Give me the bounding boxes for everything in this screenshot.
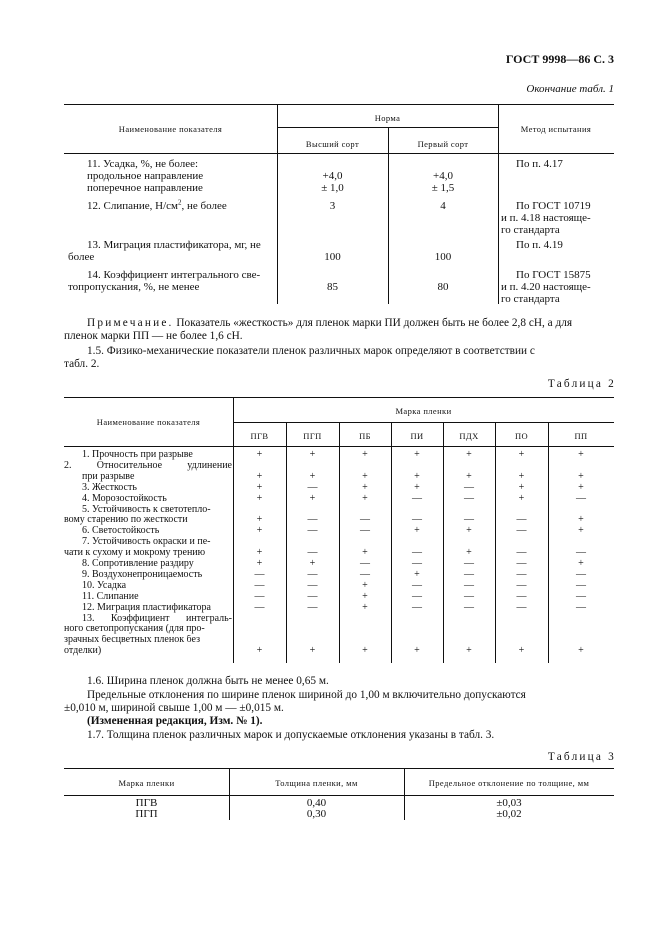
t2-cell: — (360, 568, 370, 580)
t2-cell: + (578, 514, 584, 526)
t2-cell: — (516, 579, 527, 591)
t2-cell: — (412, 579, 422, 591)
t2-row-name: при разрыве (82, 471, 135, 482)
document-id: ГОСТ 9998—86 С. 3 (505, 52, 614, 66)
t1-row13-v1: 100 (324, 251, 341, 263)
t2-row-name: 6. Светостойкость (82, 526, 160, 537)
t2-col-header: ПБ (359, 431, 371, 441)
paragraph-1-5: 1.5. Физико-механические показатели пленок различных марок определяют в соответствии с (87, 345, 535, 357)
t2-cell: — (576, 492, 586, 504)
t1-head-name: Наименование показателя (118, 124, 223, 134)
t2-cell: + (518, 470, 525, 482)
t2-cell: + (362, 547, 368, 559)
amendment-note: (Измененная редакция, Изм. № 1). (87, 715, 263, 727)
t1-head-grade-top: Высший сорт (305, 139, 360, 149)
t2-cell: + (362, 579, 368, 591)
t2-cell: — (254, 590, 265, 602)
t2-row-name: 4. Морозостойкость (82, 493, 167, 504)
t1-row14-method-1: По ГОСТ 15875 (516, 269, 591, 281)
t2-cell: — (464, 492, 474, 504)
t1-row11-v2b: ± 1,5 (431, 182, 455, 194)
t2-row-name: 3. Жесткость (82, 482, 137, 493)
t1-row14-name-2: топропускания, %, не менее (68, 281, 200, 293)
t2-cell: + (362, 481, 368, 493)
t1-row14-name-1: 14. Коэффициент интегрального све- (87, 269, 261, 281)
t2-row-name: 13. Коэффициент интеграль- (82, 613, 232, 624)
t2-cell: — (307, 568, 318, 580)
t2-col-header: ПДХ (459, 431, 479, 441)
t2-cell: — (412, 590, 422, 602)
t2-cell: + (256, 525, 263, 537)
t2-cell: — (576, 547, 586, 559)
t2-cell: + (256, 481, 263, 493)
t2-cell: — (307, 579, 318, 591)
t2-col-header: ПГП (303, 431, 322, 441)
t2-cell: + (309, 558, 316, 569)
table-3-caption: Таблица 3 (547, 751, 616, 763)
t2-cell: — (412, 558, 422, 569)
t2-cell: — (307, 590, 318, 602)
t2-cell: + (309, 492, 316, 504)
t2-cell: + (309, 449, 316, 460)
paragraph-1-7: 1.7. Толщина пленок различных марок и допускаемые отклонения указаны в табл. 3. (87, 729, 495, 741)
t2-cell: — (307, 547, 318, 559)
t2-cell: + (414, 449, 420, 460)
t3-row1-thickness: 0,40 (306, 797, 327, 809)
t2-row-name: 1. Прочность при разрыве (82, 450, 193, 460)
t2-cell: + (466, 525, 472, 537)
t2-row-name: зрачных бесцветных пленок без (64, 635, 201, 646)
t2-cell: — (464, 481, 474, 493)
paragraph-1-5-cont: табл. 2. (64, 358, 100, 370)
t1-row11-v1b: ± 1,0 (321, 182, 344, 194)
t2-cell: — (254, 601, 265, 613)
t2-cell: + (256, 547, 263, 559)
t2-cell: — (412, 601, 422, 613)
t3-row1-mark: ПГВ (135, 797, 158, 809)
t2-cell: + (466, 645, 472, 657)
t2-row-name: ного светопропускания (для про- (64, 624, 205, 635)
t2-cell: + (578, 645, 584, 657)
t2-cell: — (516, 558, 527, 569)
t2-cell: — (464, 514, 474, 526)
t3-head-thickness: Толщина пленки, мм (275, 778, 358, 788)
t2-row-name: 12. Миграция пластификатора (82, 602, 211, 613)
t2-cell: — (464, 590, 474, 602)
t2-cell: + (518, 449, 525, 460)
t2-row-name: отделки) (64, 646, 102, 657)
t1-row14-method-2: и п. 4.20 настояще- (501, 281, 591, 293)
t2-col-header: ПО (514, 431, 529, 441)
t1-row11-name-3: поперечное направление (87, 182, 203, 194)
t2-cell: + (466, 470, 472, 482)
t2-col-header: ПГВ (250, 431, 269, 441)
t1-head-norm: Норма (374, 113, 401, 123)
t2-cell: + (362, 470, 368, 482)
t2-head-mark: Марка пленки (395, 406, 452, 416)
t2-cell: — (412, 492, 422, 504)
t2-row-name: 7. Устойчивость окраски и пе- (82, 537, 211, 548)
t1-row13-name-1: 13. Миграция пластификатора, мг, не (87, 239, 261, 251)
t2-cell: + (309, 645, 316, 657)
t2-cell: + (414, 470, 420, 482)
t1-row14-v2: 80 (437, 281, 449, 293)
t1-head-grade-first: Первый сорт (417, 139, 469, 149)
t2-cell: + (578, 470, 584, 482)
t2-cell: + (518, 645, 525, 657)
t2-cell: — (307, 514, 318, 526)
t2-cell: + (578, 449, 584, 460)
t2-cell: + (362, 492, 368, 504)
t2-row-name: 10. Усадка (82, 580, 127, 591)
t1-row11-method: По п. 4.17 (516, 158, 563, 170)
t1-row13-v2: 100 (434, 251, 452, 263)
t2-cell: — (516, 601, 527, 613)
t2-cell: + (362, 449, 368, 460)
t2-cell: — (516, 525, 527, 537)
t2-cell: — (254, 568, 265, 580)
t2-cell: — (307, 601, 318, 613)
t2-head-name: Наименование показателя (96, 417, 201, 427)
t2-cell: — (412, 514, 422, 526)
t2-col-header: ПИ (410, 431, 424, 441)
t2-cell: + (362, 645, 368, 657)
t2-cell: — (464, 568, 474, 580)
t2-cell: + (518, 481, 525, 493)
t2-cell: + (414, 645, 420, 657)
t2-cell: + (256, 449, 263, 460)
t2-cell: — (360, 525, 370, 537)
t2-row-name: 2. Относительное удлинение (64, 460, 232, 471)
t1-row12-v1: 3 (329, 200, 336, 212)
t2-cell: + (256, 492, 263, 504)
t2-cell: — (464, 579, 474, 591)
t2-cell: — (464, 558, 474, 569)
t2-cell: + (362, 601, 368, 613)
t2-row-name: вому старению по жесткости (64, 515, 188, 526)
t2-cell: + (578, 525, 584, 537)
t2-col-header: ПП (574, 431, 588, 441)
t1-head-method: Метод испытания (520, 124, 592, 134)
t1-row11-name-1: 11. Усадка, %, не более: (87, 158, 199, 170)
t3-row2-thickness: 0,30 (306, 808, 327, 820)
t1-row12-method-1: По ГОСТ 10719 (516, 200, 591, 212)
table1-note: Примечание. Показатель «жесткость» для пленок марки ПИ должен быть не более 2,8 сН, а для (87, 317, 573, 329)
t2-cell: — (576, 568, 586, 580)
t2-row-name: 11. Слипание (82, 591, 139, 602)
t3-head-mark: Марка пленки (118, 778, 175, 788)
t2-cell: + (256, 470, 263, 482)
t2-cell: — (254, 579, 265, 591)
t1-row11-v1a: +4,0 (322, 170, 343, 182)
t2-cell: — (516, 514, 527, 526)
t1-row12-method-3: го стандарта (501, 224, 560, 236)
t1-row12-method-2: и п. 4.18 настояще- (501, 212, 591, 224)
t2-cell: — (360, 514, 370, 526)
t2-row-name: 8. Сопротивление раздиру (82, 559, 194, 569)
t1-row12-name: 12. Слипание, $Н/см^2$, не более (87, 198, 227, 212)
t3-row2-mark: ПГП (135, 808, 158, 820)
t3-head-deviation: Предельное отклонение по толщине, мм (428, 778, 590, 788)
t2-cell: + (362, 590, 368, 602)
t1-row11-name-2: продольное направление (87, 170, 204, 182)
t2-cell: + (466, 449, 472, 460)
t2-cell: — (576, 601, 586, 613)
t2-cell: + (518, 492, 525, 504)
t1-row13-method: По п. 4.19 (516, 239, 563, 251)
t2-cell: — (516, 547, 527, 559)
t1-row14-method-3: го стандарта (501, 293, 560, 305)
t2-cell: + (414, 525, 420, 537)
t2-cell: — (516, 590, 527, 602)
t2-cell: — (307, 525, 318, 537)
t3-row1-deviation: ±0,03 (496, 797, 522, 809)
t2-cell: — (412, 547, 422, 559)
t2-cell: + (578, 558, 584, 569)
paragraph-1-6-line3: ±0,010 м, шириной свыше 1,00 м — ±0,015 м. (64, 702, 284, 714)
t2-cell: — (464, 601, 474, 613)
t2-cell: + (578, 481, 584, 493)
t1-row14-v1: 85 (327, 281, 338, 293)
t2-cell: + (414, 568, 420, 580)
table-2-caption: Таблица 2 (547, 378, 616, 390)
t2-cell: — (576, 579, 586, 591)
t2-cell: + (309, 470, 316, 482)
t2-row-name: чати к сухому и мокрому трению (64, 548, 206, 559)
t1-row12-v2: 4 (440, 200, 446, 212)
table-continuation-label: Окончание табл. 1 (526, 83, 614, 95)
t2-cell: + (256, 514, 263, 526)
t3-row2-deviation: ±0,02 (496, 808, 522, 820)
t2-cell: + (256, 558, 263, 569)
t2-cell: + (414, 481, 420, 493)
t1-row11-v2a: +4,0 (433, 170, 453, 182)
t2-cell: — (516, 568, 527, 580)
t2-cell: — (576, 590, 586, 602)
t2-cell: — (360, 558, 370, 569)
t2-row-name: 9. Воздухонепроницаемость (82, 569, 203, 580)
t2-cell: + (466, 547, 472, 559)
t2-cell: + (256, 645, 263, 657)
t2-cell: — (307, 481, 318, 493)
t1-row13-name-2: более (68, 251, 95, 263)
paragraph-1-6-line2: Предельные отклонения по ширине пленок шириной до 1,00 м включительно допускаются (87, 689, 526, 701)
paragraph-1-6: 1.6. Ширина пленок должна быть не менее 0,65 м. (87, 675, 329, 687)
table1-note-cont: пленок марки ПП — не более 1,6 сН. (64, 330, 243, 342)
t2-row-name: 5. Устойчивость к светотепло- (82, 504, 211, 515)
